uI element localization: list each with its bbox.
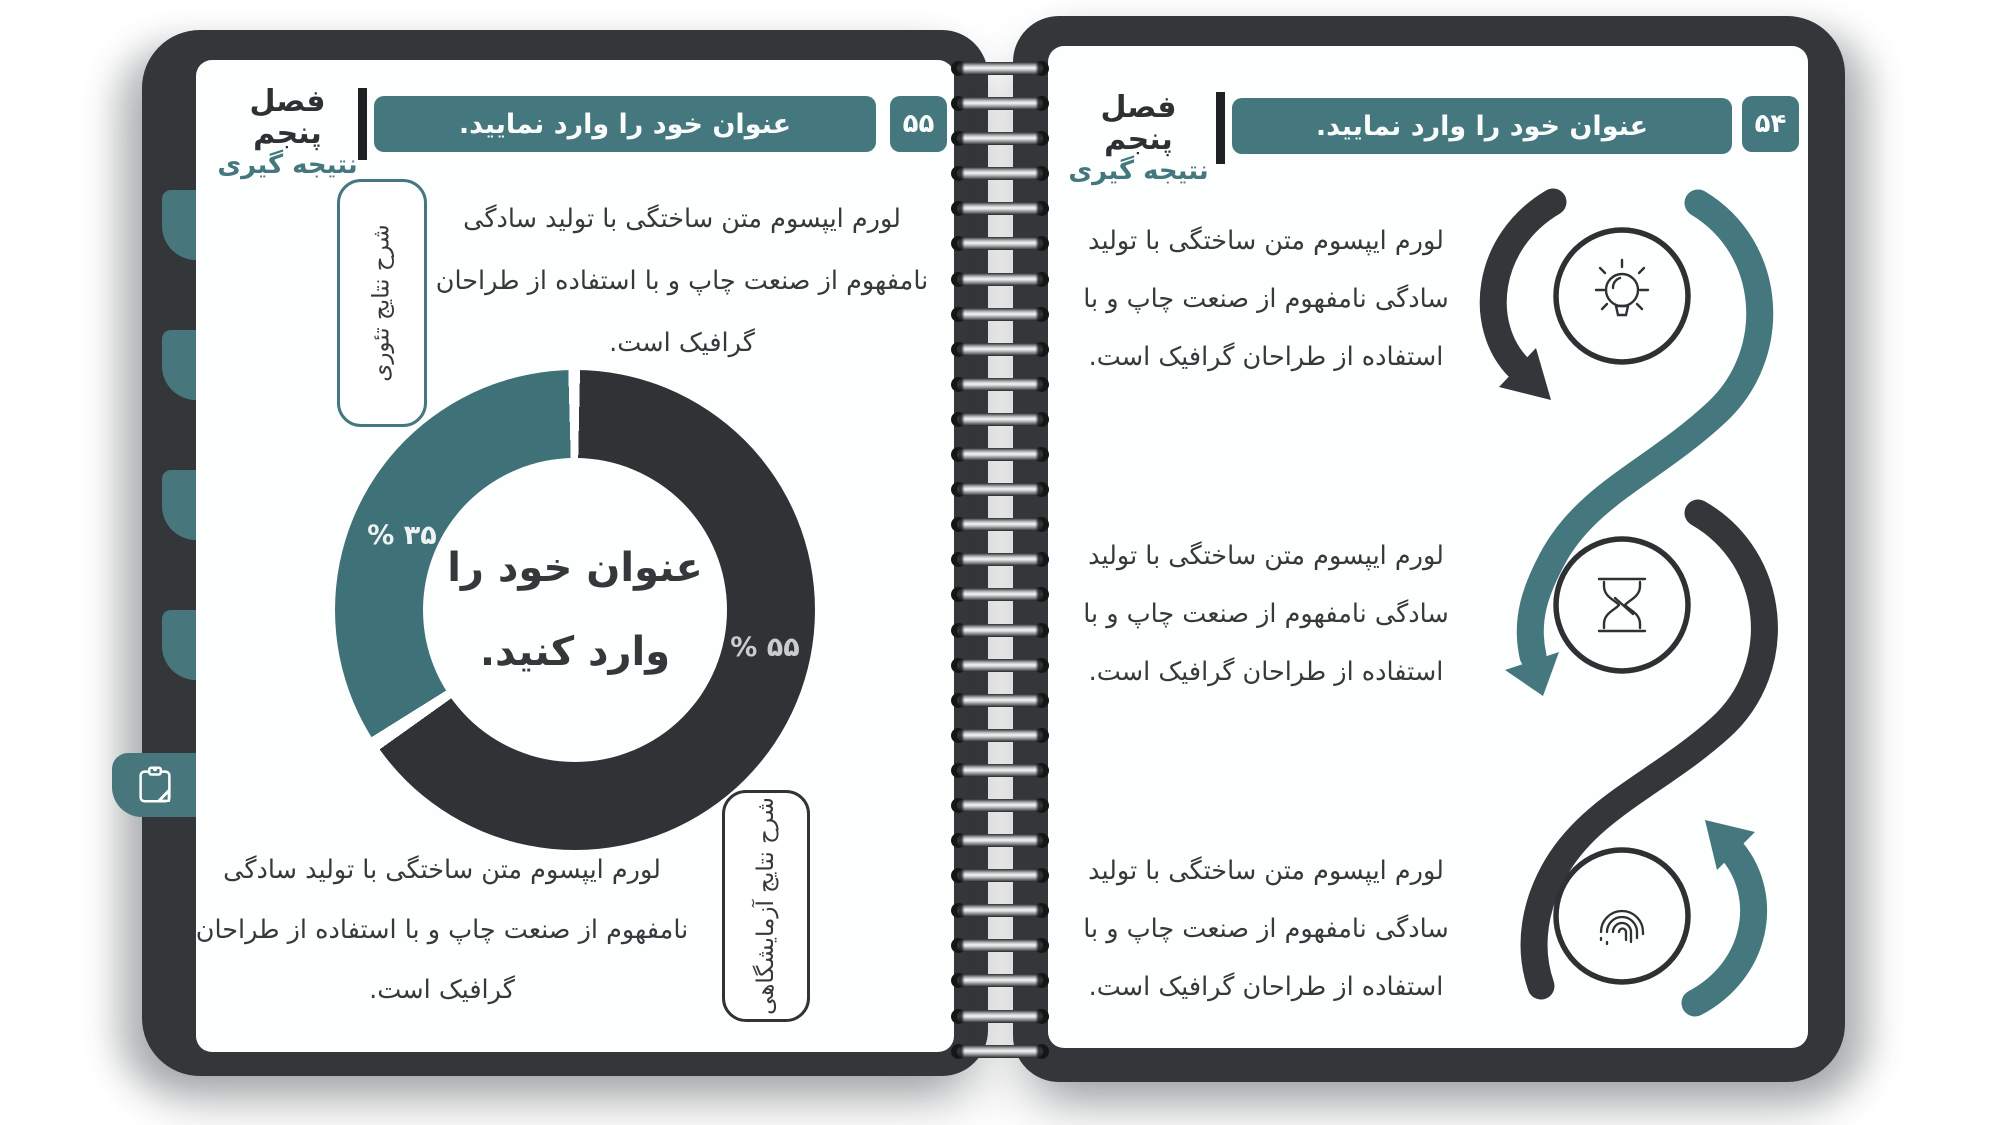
spiral-ring <box>957 97 1043 110</box>
right-item-1-text: لورم ایپسوم متن ساختگی با تولید سادگی نامفهوم از صنعت چاپ و با استفاده از طراحان گرافیک است. <box>1083 226 1449 372</box>
spiral-ring <box>957 624 1043 637</box>
spiral-ring <box>957 974 1043 987</box>
label-theory-results: شرح نتایج تئوری <box>337 179 427 427</box>
spiral-ring <box>957 273 1043 286</box>
chapter-subtitle: نتیجه گیری <box>217 150 358 180</box>
header-divider-bar <box>1216 92 1225 164</box>
left-chapter-block <box>215 86 360 180</box>
spiral-ring <box>957 1010 1043 1023</box>
donut-value-dark: % ۵۵ <box>730 632 800 663</box>
right-page-number: ۵۴ <box>1742 96 1799 152</box>
item-1-circle <box>1556 230 1688 362</box>
spiral-ring <box>957 132 1043 145</box>
spiral-ring <box>957 308 1043 321</box>
spiral-ring <box>957 343 1043 356</box>
spiral-ring <box>957 869 1043 882</box>
spiral-ring <box>957 764 1043 777</box>
spiral-ring <box>957 694 1043 707</box>
spiral-ring <box>957 904 1043 917</box>
spiral-ring <box>957 588 1043 601</box>
right-item-2-text: لورم ایپسوم متن ساختگی با تولید سادگی نامفهوم از صنعت چاپ و با استفاده از طراحان گرافیک است. <box>1083 541 1449 687</box>
label-lab-results: شرح نتایج آزمایشگاهی <box>722 790 810 1022</box>
spiral-ring <box>957 799 1043 812</box>
right-title-text: عنوان خود را وارد نمایید. <box>1315 110 1649 142</box>
spiral-ring <box>957 202 1043 215</box>
spiral-ring <box>957 834 1043 847</box>
dark-arc-arrow <box>1493 202 1553 400</box>
clipboard-tab <box>112 753 198 817</box>
header-divider-bar <box>358 88 367 160</box>
left-paragraph-top: لورم ایپسوم متن ساختگی با تولید سادگی نامفهوم از صنعت چاپ و با استفاده از طراحان گرافیک است. <box>435 204 929 358</box>
donut-chart <box>335 370 815 850</box>
donut-value-teal: % ۳۵ <box>367 520 437 551</box>
spiral-ring <box>957 483 1043 496</box>
clipboard-icon <box>132 762 178 808</box>
chapter-title: فصل پنجم <box>1100 90 1177 157</box>
spiral-ring <box>957 553 1043 566</box>
spiral-ring <box>957 518 1043 531</box>
spiral-ring <box>957 659 1043 672</box>
donut-center-line2: وارد کنید. <box>479 629 671 675</box>
spiral-ring <box>957 1045 1043 1058</box>
spiral-ring <box>957 448 1043 461</box>
donut-center <box>423 458 727 762</box>
teal-up-arrow <box>1695 820 1755 1003</box>
right-title-bar <box>1232 98 1732 154</box>
spiral-binding <box>957 62 1043 1058</box>
donut-center-line1: عنوان خود را <box>447 545 703 591</box>
right-chapter-block <box>1066 92 1211 186</box>
spiral-ring <box>957 939 1043 952</box>
left-title-bar <box>374 96 876 152</box>
spiral-ring <box>957 729 1043 742</box>
process-flow-graphic <box>1455 158 1815 1063</box>
spiral-ring <box>957 167 1043 180</box>
spiral-ring <box>957 413 1043 426</box>
left-page-number: ۵۵ <box>890 96 947 152</box>
spiral-ring <box>957 237 1043 250</box>
chapter-subtitle: نتیجه گیری <box>1068 156 1209 186</box>
chapter-title: فصل پنجم <box>249 84 326 151</box>
left-title-text: عنوان خود را وارد نمایید. <box>458 108 792 140</box>
left-paragraph-bottom: لورم ایپسوم متن ساختگی با تولید سادگی نامفهوم از صنعت چاپ و با استفاده از طراحان گرافیک است. <box>195 855 689 1005</box>
right-item-3-text: لورم ایپسوم متن ساختگی با تولید سادگی نامفهوم از صنعت چاپ و با استفاده از طراحان گرافیک است. <box>1083 856 1449 1002</box>
spiral-ring <box>957 62 1043 75</box>
spiral-ring <box>957 378 1043 391</box>
